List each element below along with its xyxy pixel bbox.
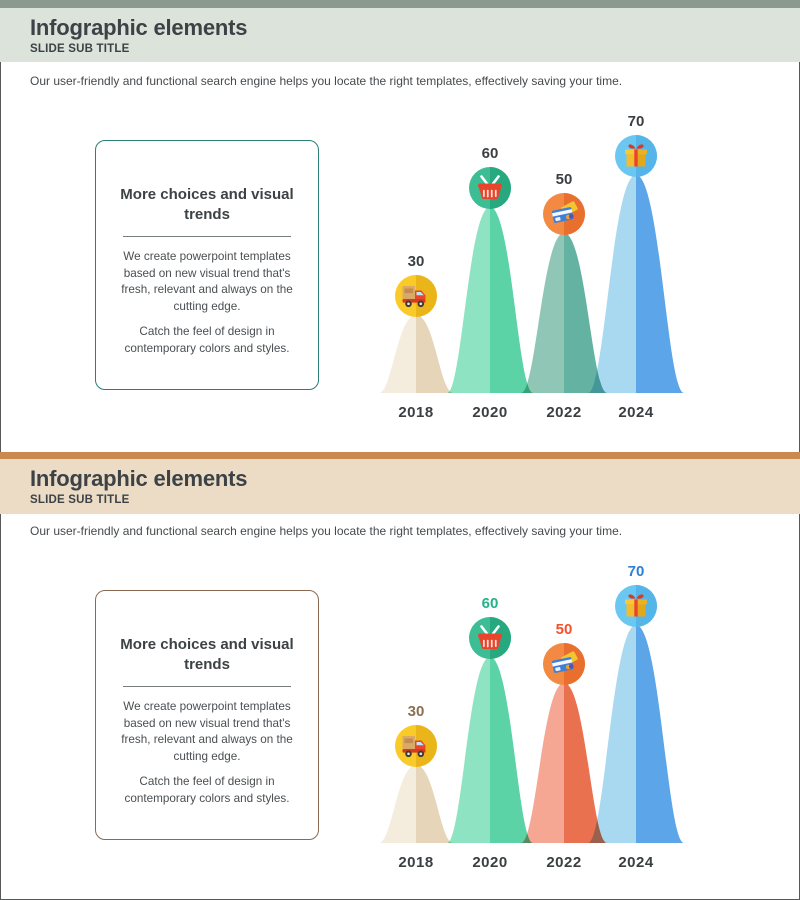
header-accent-strip — [0, 452, 800, 459]
year-label: 2018 — [398, 404, 434, 421]
slide-title: Infographic elements — [30, 466, 248, 491]
shopping-basket-icon — [469, 167, 511, 209]
box-paragraph: Catch the feel of design in contemporary colors and styles. — [124, 775, 290, 805]
value-label: 30 — [407, 253, 425, 270]
bell-2022 — [521, 233, 607, 393]
bell-chart — [370, 545, 770, 880]
value-label: 60 — [481, 595, 499, 612]
bell-2018 — [379, 765, 453, 843]
box-divider — [123, 686, 291, 687]
slide-subtitle: SLIDE SUB TITLE — [30, 494, 130, 506]
highlight-box — [95, 590, 319, 840]
value-label: 60 — [481, 145, 499, 162]
slide-bottom — [0, 450, 800, 900]
box-title: More choices and visual trends — [120, 186, 294, 223]
slide-description: Our user-friendly and functional search engine helps you locate the right templates, effectively saving your time. — [30, 524, 623, 538]
year-label: 2020 — [472, 404, 508, 421]
year-label: 2024 — [618, 854, 654, 871]
year-label: 2022 — [546, 854, 582, 871]
box-divider — [123, 236, 291, 237]
box-paragraph: Catch the feel of design in contemporary colors and styles. — [124, 325, 290, 355]
header-band — [0, 8, 800, 62]
shopping-basket-icon — [469, 617, 511, 659]
year-label: 2022 — [546, 404, 582, 421]
header-band — [0, 459, 800, 514]
value-label: 30 — [407, 703, 425, 720]
bell-2020 — [447, 207, 533, 393]
bell-2022 — [521, 683, 607, 843]
value-label: 50 — [555, 171, 573, 188]
slide-title: Infographic elements — [30, 15, 248, 40]
highlight-box — [95, 140, 319, 390]
value-label: 70 — [627, 113, 645, 130]
box-paragraph: We create powerpoint templates based on new visual trend that's fresh, relevant and always on the cutting edge. — [121, 250, 293, 313]
year-label: 2020 — [472, 854, 508, 871]
bell-2020 — [447, 657, 533, 843]
header-accent-strip — [0, 0, 800, 8]
year-label: 2018 — [398, 854, 434, 871]
bell-chart — [370, 95, 770, 430]
delivery-truck-icon — [395, 725, 437, 767]
gift-icon — [615, 135, 657, 177]
bell-2018 — [379, 315, 453, 393]
value-label: 50 — [555, 621, 573, 638]
bell-2024 — [588, 175, 684, 393]
delivery-truck-icon — [395, 275, 437, 317]
bell-2024 — [588, 625, 684, 843]
year-label: 2024 — [618, 404, 654, 421]
slide-subtitle: SLIDE SUB TITLE — [30, 43, 130, 55]
slide-description: Our user-friendly and functional search engine helps you locate the right templates, effectively saving your time. — [30, 74, 623, 88]
gift-icon — [615, 585, 657, 627]
box-paragraph: We create powerpoint templates based on new visual trend that's fresh, relevant and always on the cutting edge. — [121, 700, 293, 763]
credit-card-icon — [543, 643, 585, 685]
box-title: More choices and visual trends — [120, 636, 294, 673]
credit-card-icon — [543, 193, 585, 235]
value-label: 70 — [627, 563, 645, 580]
